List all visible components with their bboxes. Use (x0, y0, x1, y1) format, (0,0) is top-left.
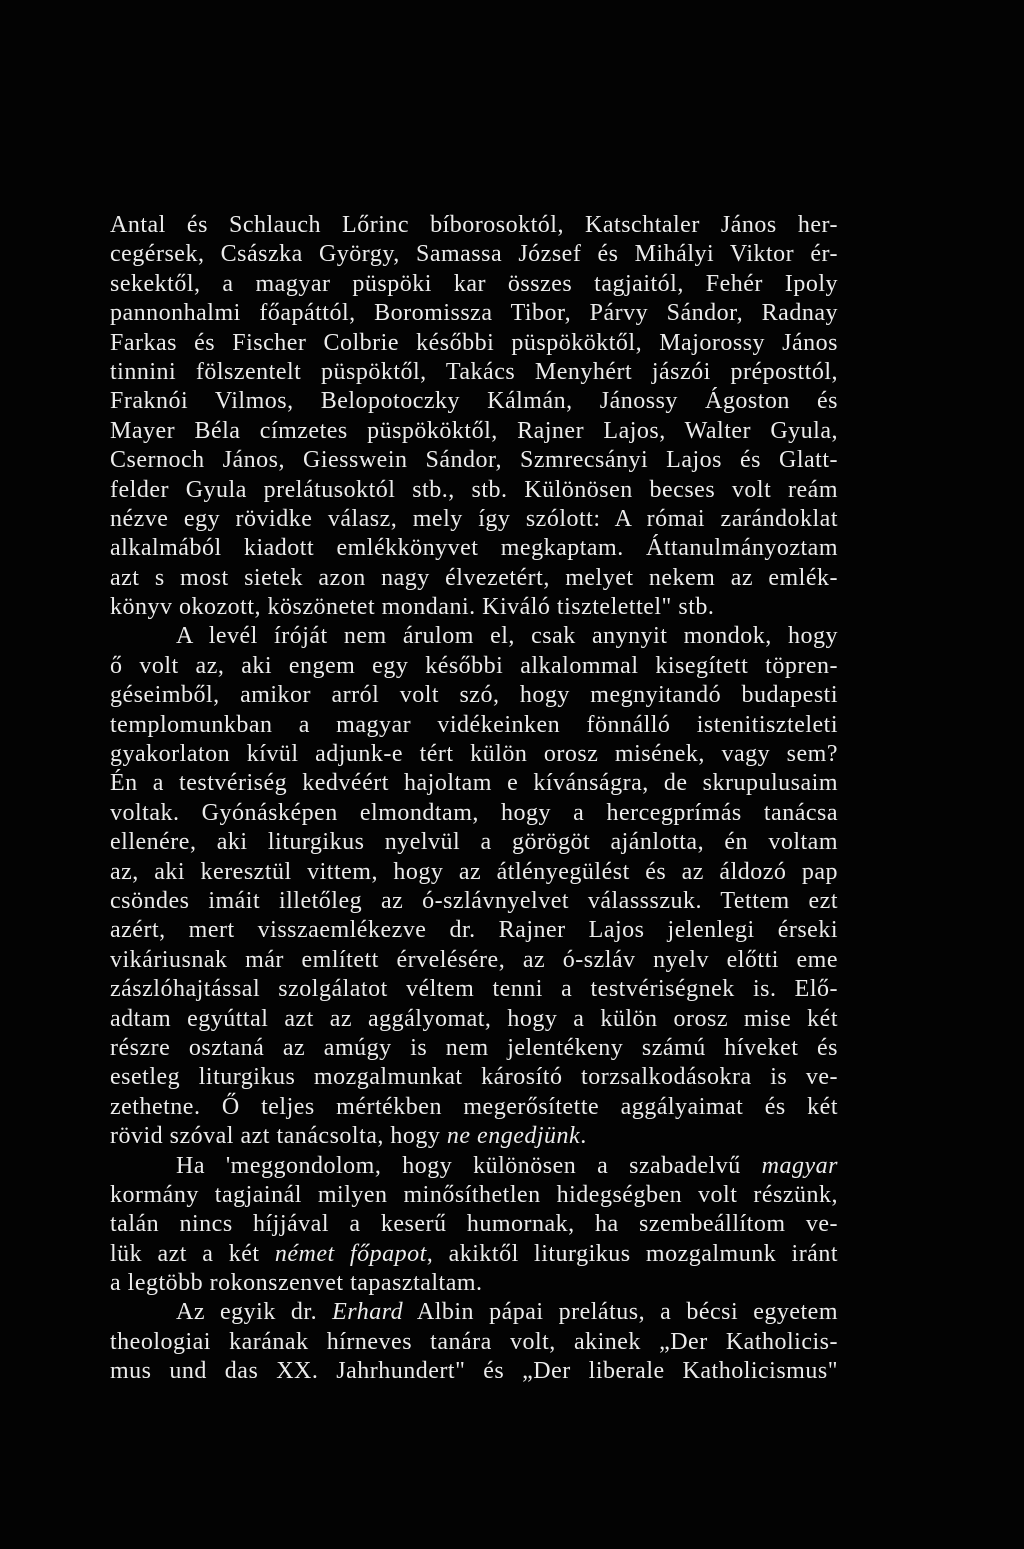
text-line: kormány tagjainál milyen minősíthetlen hidegségben volt részünk, (110, 1181, 838, 1208)
text-line: részre osztaná az amúgy is nem jelentékeny számú híveket és (110, 1034, 838, 1061)
emphasis: magyar (761, 1152, 838, 1179)
text-line: könyv okozott, köszönetet mondani. Kiváló tisztelettel" stb. (110, 594, 715, 621)
text-line: azért, mert visszaemlékezve dr. Rajner Lajos jelenlegi érseki (110, 917, 838, 944)
emphasis: német főpapot (274, 1240, 427, 1267)
text-line: theologiai karának hírneves tanára volt, akinek „Der Katholicis- (110, 1328, 838, 1355)
text-line: Én a testvériség kedvéért hajoltam e kívánságra, de skrupulusaim (110, 770, 838, 797)
line-text: . (580, 1123, 587, 1150)
text-line: Fraknói Vilmos, Belopotoczky Kálmán, Jánossy Ágoston és (110, 388, 838, 415)
emphasis: Erhard (332, 1299, 404, 1326)
text-line: adtam egyúttal azt az aggályomat, hogy a külön orosz mise két (110, 1005, 838, 1032)
text-line: csöndes imáit illetőleg az ó-szlávnyelvet válassszuk. Tettem ezt (110, 887, 838, 914)
paragraph (110, 211, 838, 622)
text-line: cegérsek, Császka György, Samassa József és Mihályi Viktor ér- (110, 241, 838, 268)
line-text: Ha 'meggondolom, hogy különösen a szabadelvű (176, 1152, 762, 1179)
text-line: géseimből, amikor arról volt szó, hogy megnyitandó budapesti (110, 682, 838, 709)
text-line: Antal és Schlauch Lőrinc bíborosoktól, Katschtaler János her- (110, 212, 838, 238)
text-line: pannonhalmi főapáttól, Boromissza Tibor, Párvy Sándor, Radnay (110, 300, 838, 327)
text-line: mus und das XX. Jahrhundert" és „Der liberale Katholicismus" (110, 1358, 838, 1385)
page-text (110, 211, 838, 1387)
text-line: felder Gyula prelátusoktól stb., stb. Különösen becses volt reám (110, 476, 838, 503)
paragraph (110, 1152, 838, 1299)
text-line (110, 1240, 838, 1269)
line-text: rövid szóval azt tanácsolta, hogy (110, 1123, 447, 1150)
line-text: , akiktől liturgikus mozgalmunk iránt (426, 1240, 839, 1267)
text-line: A levél íróját nem árulom el, csak anynyit mondok, hogy (176, 623, 838, 650)
text-line: tinnini fölszentelt püspöktől, Takács Menyhért jászói préposttól, (110, 358, 838, 385)
text-line: zethetne. Ő teljes mértékben megerősítette aggályaimat és két (110, 1093, 838, 1120)
text-line: nézve egy rövidke válasz, mely így szólott: A római zarándoklat (110, 505, 838, 532)
text-line: ellenére, aki liturgikus nyelvül a görögöt ajánlotta, én voltam (110, 829, 838, 856)
text-line: alkalmából kiadott emlékkönyvet megkaptam. Áttanulmányoztam (110, 535, 838, 562)
text-line (110, 1122, 838, 1151)
paragraph (110, 1298, 838, 1386)
text-line: Farkas és Fischer Colbrie későbbi püspököktől, Majorossy János (110, 329, 838, 356)
emphasis: ne engedjünk (446, 1123, 581, 1150)
line-text: Albin pápai prelátus, a bécsi egyetem (403, 1299, 838, 1326)
text-line: vikáriusnak már említett érvelésére, az ó-szláv nyelv előtti eme (110, 946, 838, 973)
text-line: ő volt az, aki engem egy későbbi alkalommal kisegített töpren- (110, 652, 838, 679)
text-line: talán nincs híjjával a keserű humornak, ha szembeállítom ve- (110, 1211, 838, 1238)
text-line: Csernoch János, Giesswein Sándor, Szmrecsányi Lajos és Glatt- (110, 447, 838, 474)
text-line: az, aki keresztül vittem, hogy az átlényegülést és az áldozó pap (110, 858, 838, 885)
text-line: sekektől, a magyar püspöki kar összes tagjaitól, Fehér Ipoly (110, 270, 838, 297)
line-text: lük azt a két (110, 1240, 275, 1267)
text-line: azt s most sietek azon nagy élvezetért, melyet nekem az emlék- (110, 564, 838, 591)
text-line: esetleg liturgikus mozgalmunkat károsító torzsalkodásokra is ve- (110, 1064, 838, 1091)
text-line: templomunkban a magyar vidékeinken fönnálló istenitiszteleti (110, 711, 838, 738)
text-line: gyakorlaton kívül adjunk-e tért külön orosz misének, vagy sem? (110, 741, 838, 768)
line-text: Az egyik dr. (176, 1299, 333, 1326)
paragraph (110, 622, 838, 1151)
text-line: zászlóhajtással szolgálatot véltem tenni a testvériségnek is. Elő- (110, 976, 838, 1003)
text-line: a legtöbb rokonszenvet tapasztaltam. (110, 1270, 483, 1297)
text-line: voltak. Gyónásképen elmondtam, hogy a hercegprímás tanácsa (110, 799, 838, 826)
text-line: Mayer Béla címzetes püspököktől, Rajner Lajos, Walter Gyula, (110, 417, 838, 444)
text-line (110, 1298, 838, 1327)
text-line (110, 1152, 838, 1181)
